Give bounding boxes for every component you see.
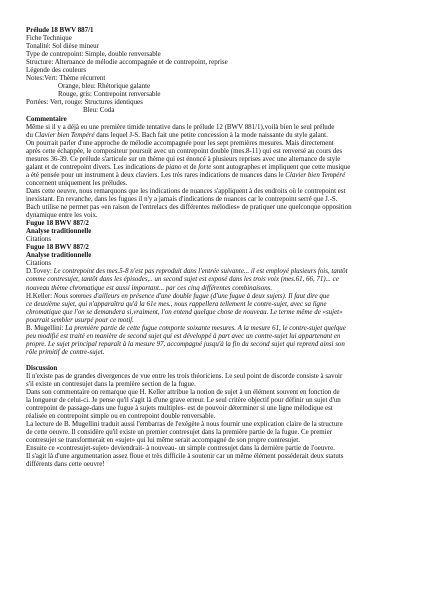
discussion-line: différents dans cette oeuvre! (26, 460, 105, 469)
discussion-line: Dans son commentaire on remarque que H. Keller attribue la notion de sujet à un élément souvent en fonction de (26, 388, 340, 397)
commentaire-line (26, 131, 407, 139)
portees-line-2: Bleu: Coda (83, 106, 115, 115)
structure: Structure: Alternance de mélodie accompagnée et de contrepoint, reprise (26, 58, 228, 67)
discussion-line: de cette oeuvre. Il considère qu'il existe un premier contresujet dans la première partie de la fugue. Ce premier (26, 428, 332, 437)
commentaire-line: mesures 36-39. Ce prélude s'articule sur un thème qui est énoncé à plusieurs reprises avec une alternance de style (26, 154, 341, 163)
discussion-line: La lecture de B. Mugellini traduit aussi l'embarras de l'exégète à nous fournir une explication claire de la structure (26, 420, 343, 429)
commentaire-line: Bach utilise ne permet pas «en raison de l'entrelacs des différentes mélodies» de pratiquer une quelconque opposition (26, 203, 352, 212)
fugue-title: Fugue 18 BWV 887/2 (26, 219, 89, 228)
text-run-italic: Clavier bien Tempéré (285, 170, 346, 179)
commentaire-line: inexistant. En revanche, dans les fugues il n'y a jamais d'indications de nuances car le contrepoint serré que J.-S. (26, 194, 338, 203)
quote-text: chromatique que l'on se demandera si,vraiment, l'on entend quelque chose de nouveau. Le terme même de «sujet» (26, 307, 343, 316)
quote-text: ce deuxième sujet, qui n'apparaîtra qu'à la 61e mes., nous rappellera tellement le contre-sujet, avec sa ligne (26, 299, 327, 308)
legende: Légende des couleurs (26, 66, 87, 75)
discussion-line: Il n'existe pas de grandes divergences de vue entre les trois théoriciens. Le seul point de discorde consiste à savoir (26, 371, 343, 380)
notes-line-2: Orange, bleu: Rhétorique galante (58, 82, 151, 91)
section-gap (26, 356, 407, 364)
text-run: galant et de contrepoint divers. Les indications de (26, 162, 166, 171)
quote-text: peu modifié est traité en manière de second sujet qui est développé à part avec un contre-sujet lui appartenant en (26, 331, 341, 340)
quote-text: rôle primitif de contre-sujet. (26, 347, 105, 356)
portees-line-1: Portées: Vert, rouge: Structures identiques (26, 98, 143, 107)
text-run: et de (181, 162, 199, 171)
notes-item: Vert: Thème récurrent (44, 74, 106, 83)
citations-label: Citations (26, 235, 52, 244)
analyse-heading: Analyse traditionnelle (26, 251, 92, 260)
commentaire-line (26, 163, 407, 171)
discussion-line: réalisée en contrepoint simple ou en contrepoint double renversable. (26, 412, 216, 421)
type-contrepoint: Type de contrepoint: Simple, double renversable (26, 50, 161, 59)
text-run-italic: piano (165, 162, 182, 171)
author-name: H.Keller: (26, 291, 54, 300)
quote-text: Le contrepoint des mes.5-8 n'est pas reproduit dans l'entrée suivante... il est employé plusieurs fois, tantôt (53, 267, 348, 276)
notes-line-1 (26, 74, 407, 82)
text-run-italic: forte (198, 162, 212, 171)
citation-tovey (26, 267, 407, 275)
quote-text: Nous sommes d'ailleurs en présence d'une double fugue (d'une fugue à deux sujets). Il faut dire que (53, 291, 330, 300)
discussion-line: la longueur de celui-ci. Je pense qu'il s'agit là d'une grave erreur. Le seul critère objectif pour définir un sujet d'un (26, 396, 341, 405)
tonalite: Tonalité: Sol dièse mineur (26, 42, 99, 51)
quote-text: propre. Le sujet principal reparaît à la mesure 97, accompagné jusqu'à la fin du second sujet qui reprend ainsi son (26, 339, 345, 348)
discussion-heading: Discussion (26, 363, 58, 372)
prelude-title: Prélude 18 BWV 887/1 (26, 26, 94, 34)
text-run: a été pensée pour un instrument à deux claviers. Les très rares indications de nuances dans le (26, 170, 286, 179)
text-run-italic: Clavier bien Tempéré (34, 130, 95, 139)
commentaire-line (26, 171, 407, 179)
author-name: B. Mugellini: (26, 323, 66, 332)
notes-label: Notes: (26, 74, 45, 83)
citation-keller (26, 292, 407, 300)
commentaire-heading: Commentaire (26, 114, 67, 123)
commentaire-line: Même si il y a déjà eu une première timide tentative dans le prélude 12 (BWV 881/1),voilà bien le seul prélude (26, 122, 335, 131)
discussion-line: contresujet se transformerait en «sujet» qui lui même serait accompagné de son propre contresujet. (26, 436, 300, 445)
author-name: D.Tovey: (26, 267, 54, 276)
commentaire-line: On pourrait parler d'une approche de mélodie accompagnée pour les sept premières mesures. Mais directement (26, 138, 334, 147)
quote-text: La première partie de cette fugue comporte soixante mesures. A la mesure 61, le contre-sujet quelque (65, 323, 346, 332)
discussion-line: s'il existe un contresujet dans la première section de la fugue. (26, 380, 196, 389)
discussion-line: Ensuite ce «contresujet-sujet» deviendrait- à nouveau- un simple contresujet dans la dernière partie de l'oeuvre. (26, 444, 335, 453)
quote-text: nouveau thème chromatique est aussi important... par ces cinq différentes combinaisons. (26, 283, 273, 292)
citation-mugellini (26, 324, 407, 332)
notes-line-3: Rouge, gris: Contrepoint renversable (58, 90, 161, 99)
analyse-heading: Analyse traditionnelle (26, 227, 92, 236)
commentaire-line: après cette échappée, le compositeur poursuit avec un contrepoint double (mes.8-11) qui est renversé au cours des (26, 146, 343, 155)
fiche-technique: Fiche Technique (26, 34, 72, 43)
commentaire-line: Dans cette oeuvre, nous remarquons que les indications de nuances s'appliquent à des endroits où le contrepoint est (26, 186, 346, 195)
citations-label: Citations (26, 259, 52, 268)
quote-text: comme contresujet, tantôt dans les épisodes,.. un second sujet est exposé dans les trois voix (mes.61, 66, 71)... ce (26, 275, 339, 284)
text-run: sont autographes et impliquent que cette musique (211, 162, 351, 171)
text-run: du (26, 130, 35, 139)
fugue-title: Fugue 18 BWV 887/2 (26, 243, 89, 252)
text-run: dans lequel J-S. Bach fait une petite concession à la mode naissante du style galant. (94, 130, 328, 139)
commentaire-line: concernent uniquement les préludes. (26, 178, 128, 187)
commentaire-line: dynamique entre les voix. (26, 211, 98, 220)
discussion-line: Il s'agit là d'une argumentation assez floue et très difficile à soutenir car un même élément posséderait deux statuts (26, 452, 344, 461)
discussion-line: contrepoint de passage-dans une fugue à sujets multiples- est de pouvoir déterminer si une ligne mélodique est (26, 404, 333, 413)
quote-text: pourrait sembler usurpé pour ce motif. (26, 315, 134, 324)
